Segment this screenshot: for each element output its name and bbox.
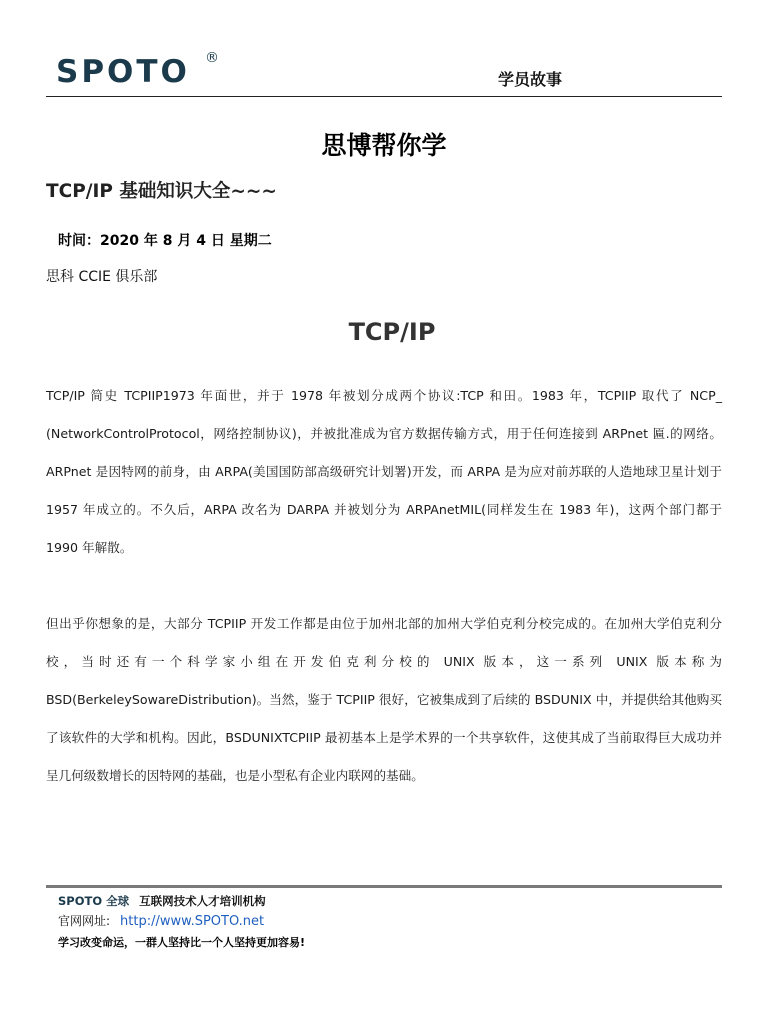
paragraph-berkeley: 但出乎你想象的是，大部分 TCPIIP 开发工作都是由位于加州北部的加州大学伯克利分校完成的。在加州大学伯克利分校，当时还有一个科学家小组在开发伯克利分校的 UNIX 版本，这一系列 UNIX 版本称为 BSD(BerkeleySowareDistribution)。当然，鉴于 TCPIIP 很好，它被集成到了后续的 BSDUNIX 中，并提供给其他购买了该软件的大学和机构。因此，BSDUNIXTCPIIP 最初基本上是学术界的一个共享软件，这使其成了当前取得巨大成功并呈几何级数增长的因特网的基础，也是小型私有企业内联网的基础。 — [46, 616, 722, 783]
footer-slogan: 学习改变命运，一群人坚持比一个人坚持更加容易! — [58, 936, 306, 949]
club-name: 思科 CCIE 俱乐部 — [46, 269, 158, 285]
footer-brand-line — [58, 893, 266, 909]
date-line: 时间：2020 年 8 月 4 日 星期二 — [58, 233, 272, 249]
page-header — [46, 48, 722, 97]
registered-mark: ® — [205, 50, 219, 66]
article-subtitle: TCP/IP 基础知识大全~~~ — [46, 181, 277, 202]
footer-site-label: 官网网址: — [58, 914, 111, 928]
footer-website-line — [58, 912, 264, 929]
section-title: TCP/IP — [348, 318, 436, 346]
footer-tagline: 互联网技术人才培训机构 — [139, 894, 266, 908]
header-label: 学员故事 — [498, 70, 563, 89]
spoto-logo: SPOTO — [56, 54, 190, 90]
footer-site-link[interactable]: http://www.SPOTO.net — [120, 914, 265, 929]
footer-brand: SPOTO 全球 — [58, 894, 130, 908]
footer-divider — [46, 885, 722, 888]
paragraph-history: TCP/IP 简史 TCPIIP1973 年面世，并于 1978 年被划分成两个协议:TCP 和田。1983 年，TCPIIP 取代了 NCP_ (NetworkControlProtocol，网络控制协议)，并被批准成为官方数据传输方式，用于任何连接到 ARPnet 匾.的网络。ARPnet 是因特网的前身，由 ARPA(美国国防部高级研究计划署)开发，而 ARPA 是为应对前苏联的人造地球卫星计划于 1957 年成立的。不久后，ARPA 改名为 DARPA 并被划分为 ARPAnetMIL(同样发生在 1983 年)，这两个部门都于 1990 年解散。 — [46, 388, 722, 555]
page-title: 思博帮你学 — [321, 131, 447, 160]
